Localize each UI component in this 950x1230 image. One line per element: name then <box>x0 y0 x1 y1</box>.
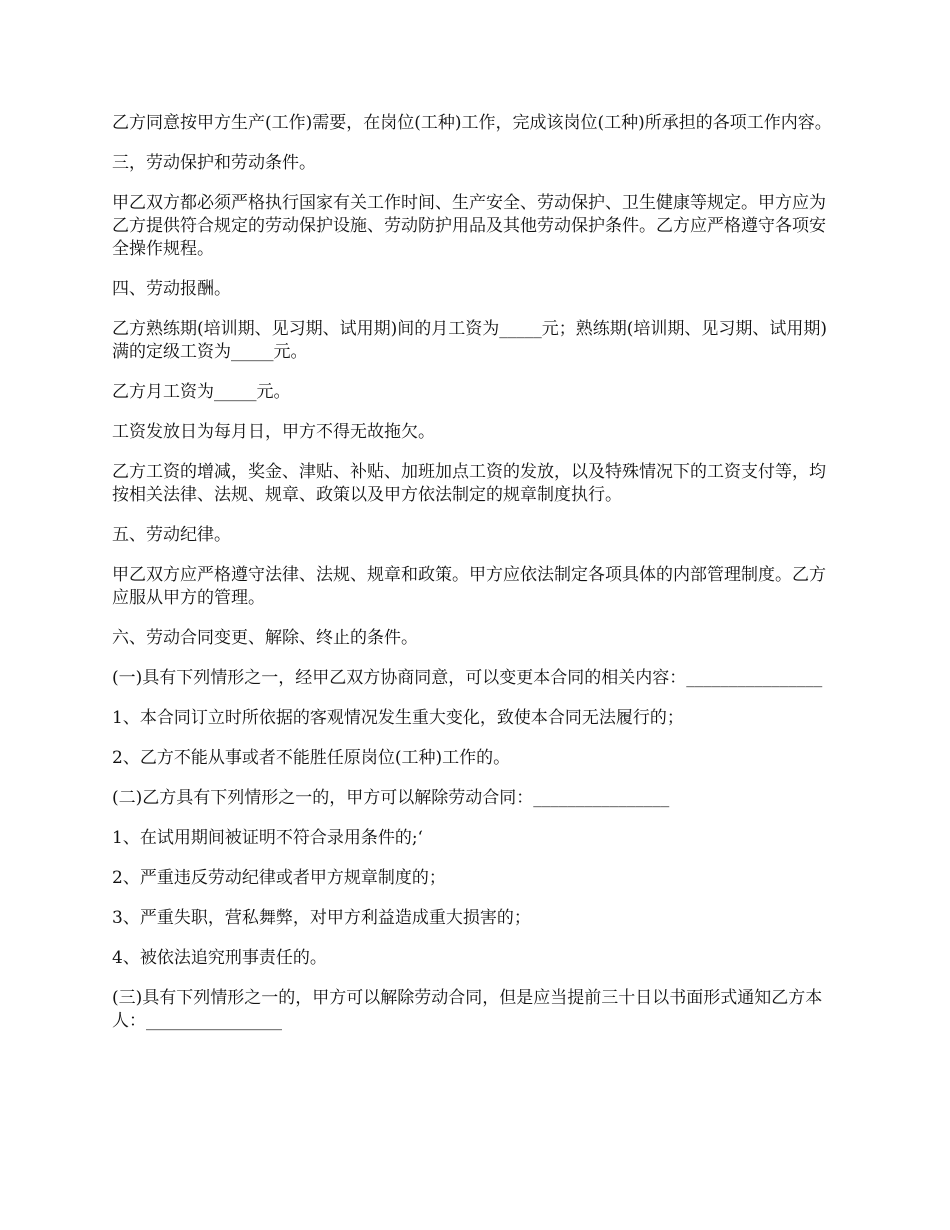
paragraph-wage-adjustment: 乙方工资的增减，奖金、津贴、补贴、加班加点工资的发放，以及特殊情况下的工资支付等，均按相关法律、法规、规章、政策以及甲方依法制定的规章制度执行。 <box>112 462 826 505</box>
heading-labor-protection: 三，劳动保护和劳动条件。 <box>112 153 316 173</box>
paragraph-labor-protection: 甲乙双方都必须严格执行国家有关工作时间、生产安全、劳动保护、卫生健康等规定。甲方应为乙方提供符合规定的劳动保护设施、劳动防护用品及其他劳动保护条件。乙方应严格遵守各项安全操作规程。 <box>112 193 826 259</box>
paragraph-job-content: 乙方同意按甲方生产(工作)需要，在岗位(工种)工作，完成该岗位(工种)所承担的各项工作内容。 <box>112 113 832 133</box>
paragraph-probation-wage: 乙方熟练期(培训期、见习期、试用期)间的月工资为_____元；熟练期(培训期、见习期、试用期)满的定级工资为_____元。 <box>112 319 828 362</box>
list-item-termination-2: 2、严重违反劳动纪律或者甲方规章制度的； <box>112 868 446 888</box>
paragraph-payday: 工资发放日为每月日，甲方不得无故拖欠。 <box>112 422 435 442</box>
paragraph-change-conditions: (一)具有下列情形之一，经甲乙双方协商同意，可以变更本合同的相关内容：________________ <box>112 668 823 688</box>
list-item-change-2: 2、乙方不能从事或者不能胜任原岗位(工种)工作的。 <box>112 748 511 768</box>
paragraph-monthly-wage: 乙方月工资为_____元。 <box>112 382 291 402</box>
paragraph-termination-conditions: (二)乙方具有下列情形之一的，甲方可以解除劳动合同：________________ <box>112 788 670 808</box>
paragraph-notice-termination: (三)具有下列情形之一的，甲方可以解除劳动合同，但是应当提前三十日以书面形式通知乙方本人：________________ <box>112 988 823 1031</box>
heading-contract-change: 六、劳动合同变更、解除、终止的条件。 <box>112 628 418 648</box>
heading-labor-discipline: 五、劳动纪律。 <box>112 525 231 545</box>
heading-remuneration: 四、劳动报酬。 <box>112 279 231 299</box>
list-item-termination-1: 1、在试用期间被证明不符合录用条件的;‘ <box>112 828 423 848</box>
paragraph-labor-discipline: 甲乙双方应严格遵守法律、法规、规章和政策。甲方应依法制定各项具体的内部管理制度。乙方应服从甲方的管理。 <box>112 565 826 608</box>
list-item-change-1: 1、本合同订立时所依据的客观情况发生重大变化，致使本合同无法履行的； <box>112 708 684 728</box>
list-item-termination-4: 4、被依法追究刑事责任的。 <box>112 948 327 968</box>
list-item-termination-3: 3、严重失职，营私舞弊，对甲方利益造成重大损害的； <box>112 908 531 928</box>
document-body <box>112 112 842 1050</box>
